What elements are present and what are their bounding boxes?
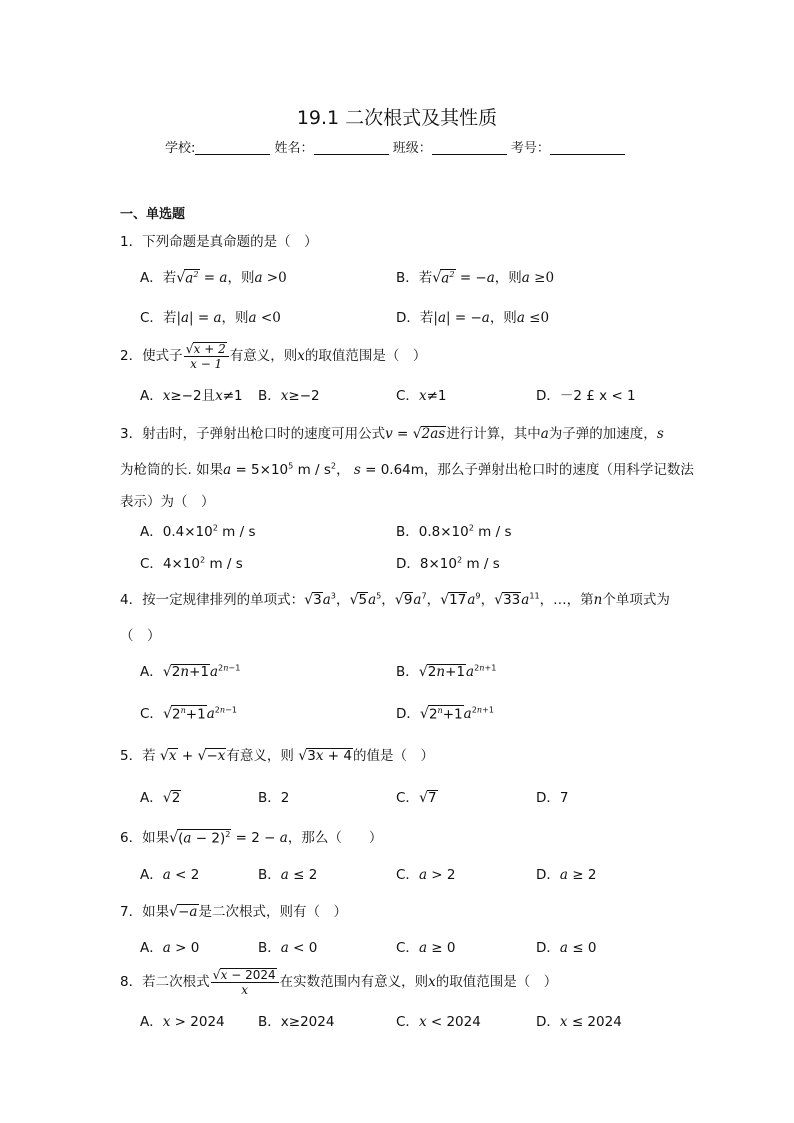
option-letter: A． — [140, 270, 163, 286]
option-8b[interactable] — [258, 1010, 334, 1030]
question-number: 5． — [120, 748, 143, 764]
option-2a[interactable]: A．x≥−2且x≠1 — [140, 388, 243, 404]
school-label: 学校: — [165, 141, 196, 156]
option-letter: C． — [396, 1014, 419, 1030]
math-expr: = a — [203, 270, 228, 286]
option-letter: C． — [140, 310, 163, 326]
math-expr: a ≤ — [516, 310, 541, 326]
radical-sign: √ — [432, 270, 442, 286]
math-expr: |a| = a — [176, 310, 222, 326]
option-letter: D． — [536, 940, 560, 956]
option-text: x≥2024 — [280, 1014, 335, 1030]
math-expr: $a^2$ — [185, 268, 199, 286]
fraction: $\frac{√x + 2}{x - 1}$ — [184, 341, 229, 371]
question-4: 4．按一定规律排列的单项式：$√3a^3$，$√5a^5$，$√9a^7$，$√17a^9$，$√33a^{11}$，…，第n个单项式为 — [120, 590, 670, 608]
math-expr: a > — [254, 270, 279, 286]
option-letter: A． — [140, 664, 163, 680]
question-stem: 的值是（ ） — [352, 748, 434, 764]
name-label: 姓名： — [274, 141, 314, 156]
option-letter: D． — [536, 388, 560, 404]
option-text: －2 £ x < 1 — [559, 388, 636, 404]
question-number: 1． — [120, 234, 143, 250]
option-text: 2 — [280, 790, 290, 806]
question-3: 3．射击时，子弹射出枪口时的速度可用公式v = √2as进行计算，其中a为子弹的加速度，s — [120, 426, 664, 442]
question-stem: 个单项式为 — [602, 592, 670, 608]
option-1c[interactable]: C．若|a| = a，则a <0 — [140, 310, 281, 326]
question-stem: 为枪筒的长. 如果 — [120, 462, 224, 478]
option-letter: D． — [536, 1014, 560, 1030]
option-1d[interactable]: D．若|a| = −a，则a ≤0 — [396, 310, 550, 326]
option-8c[interactable]: C．x < 2024 — [396, 1014, 481, 1030]
question-5: 5．若 √x + √−x有意义，则 √3x + 4的值是（ ） — [120, 748, 434, 764]
option-text: 若 — [419, 310, 434, 326]
question-7: 7．如果√−a是二次根式，则有（ ） — [120, 904, 347, 920]
question-stem: 若二次根式 — [142, 974, 210, 990]
option-8d[interactable]: D．x ≤ 2024 — [536, 1014, 622, 1030]
option-letter: B． — [396, 270, 419, 286]
option-2c[interactable]: C．x≠1 — [396, 388, 447, 404]
question-stem: 如果 — [142, 830, 170, 846]
math-expr: a ≥ — [521, 270, 546, 286]
class-label: 班级： — [392, 141, 432, 156]
option-letter: A． — [140, 867, 163, 883]
id-label: 考号： — [510, 141, 550, 156]
option-8a[interactable]: A．x > 2024 — [140, 1014, 225, 1030]
option-2d[interactable] — [536, 384, 636, 404]
option-letter: D． — [536, 790, 560, 806]
question-4-line2: （ ） — [120, 628, 161, 644]
question-stem: 有意义，则 — [229, 348, 298, 364]
question-stem: 按一定规律排列的单项式： — [142, 592, 305, 608]
option-letter: D． — [396, 706, 420, 722]
question-stem: 有意义，则 — [226, 748, 294, 764]
option-letter: D． — [396, 556, 420, 572]
option-6a[interactable]: A．a < 2 — [140, 867, 200, 883]
question-stem: 射击时，子弹射出枪口时的速度可用公式 — [142, 426, 386, 442]
question-8: 8．若二次根式 $\frac{√x - 2024}{x}$ 在实数范围内有意义，则x的取值范围是（ ） — [120, 967, 558, 997]
option-4b[interactable]: B．$√2n+1a^{2n+1}$ — [396, 662, 497, 680]
option-text: ，则 — [221, 310, 249, 326]
question-stem: ，那么（ ） — [287, 830, 383, 846]
question-number: 8． — [120, 974, 143, 990]
option-letter: C． — [140, 706, 163, 722]
option-letter: A． — [140, 790, 163, 806]
math-expr: a < — [248, 310, 273, 326]
question-stem: 是二次根式，则有（ ） — [198, 904, 347, 920]
option-letter: C． — [396, 940, 419, 956]
option-5b[interactable] — [258, 786, 289, 806]
option-letter: B． — [258, 940, 281, 956]
question-stem: 的取值范围是（ ） — [435, 974, 558, 990]
option-text: 且 — [201, 388, 216, 404]
option-letter: A． — [140, 388, 163, 404]
id-blank[interactable] — [550, 140, 625, 155]
option-6b[interactable]: B．a ≤ 2 — [258, 867, 318, 883]
radical-sign: √ — [176, 270, 186, 286]
question-number: 2． — [120, 348, 143, 364]
school-blank[interactable] — [195, 140, 270, 155]
question-number: 4． — [120, 592, 143, 608]
option-3c[interactable]: C．$4\times 10^2$ m / s — [140, 554, 243, 572]
question-number: 3． — [120, 426, 143, 442]
option-text: ，则 — [227, 270, 255, 286]
option-3b[interactable]: B．$0.8\times 10^2$ m / s — [396, 522, 512, 540]
question-stem: 在实数范围内有意义，则 — [279, 974, 429, 990]
option-letter: A． — [140, 524, 163, 540]
section-heading: 一、单选题 — [120, 207, 186, 222]
class-blank[interactable] — [432, 140, 507, 155]
option-7b[interactable]: B．a < 0 — [258, 940, 318, 956]
option-text: 若 — [162, 270, 177, 286]
fraction: $\frac{√x - 2024}{x}$ — [211, 967, 279, 997]
question-number: 6． — [120, 830, 143, 846]
question-stem: 使式子 — [142, 348, 183, 364]
question-stem: 的取值范围是（ ） — [304, 348, 427, 364]
option-letter: C． — [396, 867, 419, 883]
math-expr: = −a — [459, 270, 495, 286]
question-3-line3: 表示）为（ ） — [120, 494, 215, 510]
option-letter: B． — [396, 524, 419, 540]
option-3a[interactable]: A．$0.4\times 10^2$ m / s — [140, 522, 256, 540]
question-1 — [120, 230, 318, 250]
question-stem: ，…，第 — [539, 592, 594, 608]
option-6c[interactable]: C．a > 2 — [396, 867, 456, 883]
option-letter: B． — [396, 664, 419, 680]
question-stem: 进行计算，其中 — [446, 426, 541, 442]
question-stem: 下列命题是真命题的是（ ） — [142, 234, 318, 250]
option-letter: B． — [258, 1014, 281, 1030]
option-text: 7 — [559, 790, 569, 806]
name-blank[interactable] — [314, 140, 389, 155]
question-stem: ，那么子弹射出枪口时的速度（用科学记数法 — [423, 462, 694, 478]
option-letter: C． — [396, 790, 419, 806]
option-1b[interactable]: B．若$√a^2 = -a$，则a ≥0 — [396, 268, 555, 286]
question-6: 6．如果$√(a - 2)^2 = 2 - a$，那么（ ） — [120, 828, 383, 846]
option-letter: C． — [396, 388, 419, 404]
option-1a[interactable]: A．若$√a^2 = a$，则a >0 — [140, 268, 287, 286]
option-letter: D． — [396, 310, 420, 326]
student-info-line — [165, 137, 625, 156]
question-2: 2．使式子 $\frac{√x + 2}{x - 1}$ 有意义，则x的取值范围是（ ） — [120, 341, 427, 371]
question-stem: 如果 — [142, 904, 170, 920]
option-letter: C． — [140, 556, 163, 572]
option-4d[interactable]: D．$√2^n+1a^{2n+1}$ — [396, 704, 495, 722]
option-7d[interactable]: D．a ≤ 0 — [536, 940, 597, 956]
option-letter: A． — [140, 1014, 163, 1030]
question-number: 7． — [120, 904, 143, 920]
question-3-line2: 为枪筒的长. 如果$a = 5\times 10^5$ m / $s^2$， s = 0.64m，那么子弹射出枪口时的速度（用科学记数法 — [120, 460, 694, 478]
option-3d[interactable]: D．$8\times 10^2$ m / s — [396, 554, 500, 572]
math-expr: |a| = −a — [433, 310, 490, 326]
option-letter: A． — [140, 940, 163, 956]
option-2b[interactable]: B．x≥−2 — [258, 388, 320, 404]
option-text: 若 — [418, 270, 433, 286]
question-stem: 为子弹的加速度， — [548, 426, 657, 442]
option-letter: B． — [258, 867, 281, 883]
option-5c[interactable]: C．√7 — [396, 790, 437, 806]
math-expr: $a^2$ — [441, 268, 455, 286]
option-text: 若 — [162, 310, 177, 326]
option-6d[interactable]: D．a ≥ 2 — [536, 867, 597, 883]
option-letter: B． — [258, 388, 281, 404]
option-text: ，则 — [494, 270, 522, 286]
option-7c[interactable]: C．a ≥ 0 — [396, 940, 456, 956]
option-7a[interactable]: A．a > 0 — [140, 940, 200, 956]
question-stem: 若 — [142, 748, 156, 764]
option-4a[interactable]: A．$√2n+1a^{2n-1}$ — [140, 662, 241, 680]
option-letter: D． — [536, 867, 560, 883]
option-text: ，则 — [489, 310, 517, 326]
page-title: 19.1 二次根式及其性质 — [296, 107, 498, 129]
option-5d[interactable] — [536, 786, 569, 806]
option-5a[interactable]: A．√2 — [140, 790, 181, 806]
option-letter: B． — [258, 790, 281, 806]
option-4c[interactable]: C．$√2^n+1a^{2n-1}$ — [140, 704, 238, 722]
